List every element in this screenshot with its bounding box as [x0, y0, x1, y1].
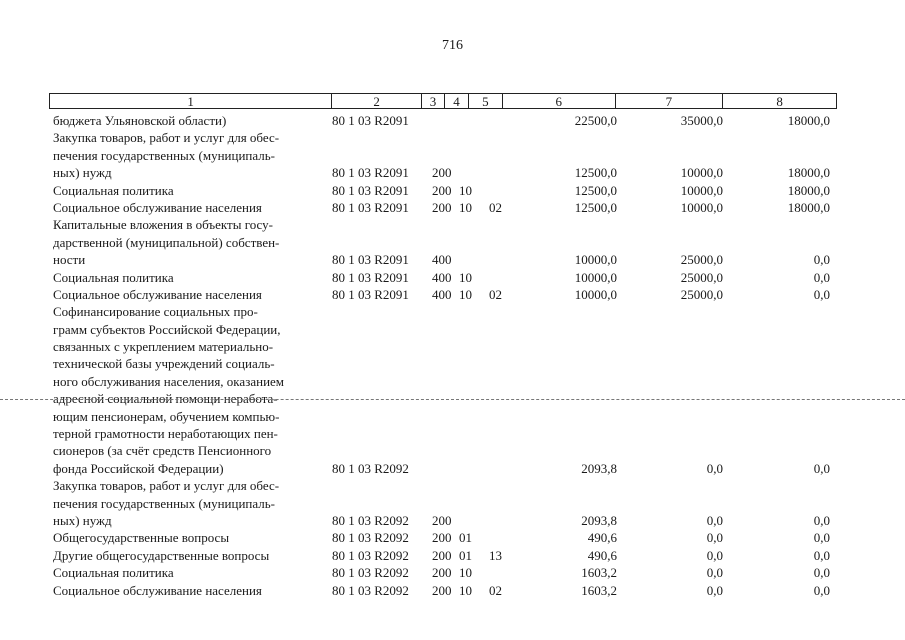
row-value-8: 0,0: [813, 582, 830, 598]
table-row: [53, 321, 838, 338]
column-header-4: 4: [445, 94, 469, 108]
row-value-7: 10000,0: [680, 165, 723, 181]
row-code: 80 1 03 R2092: [332, 530, 409, 546]
row-group: 200: [432, 547, 452, 563]
row-group: 200: [432, 199, 452, 215]
row-name: ного обслуживания населения, оказанием: [53, 373, 285, 389]
row-name: грамм субъектов Российской Федерации,: [53, 321, 281, 337]
table-row: [53, 564, 838, 581]
row-name: Софинансирование социальных про-: [53, 304, 258, 320]
row-name: печения государственных (муниципаль-: [53, 495, 276, 511]
row-code: 80 1 03 R2091: [332, 113, 409, 128]
row-section: 10: [459, 565, 472, 581]
row-value-6: 490,6: [587, 547, 617, 563]
row-code: 80 1 03 R2091: [332, 182, 409, 198]
row-value-7: 35000,0: [680, 113, 723, 128]
row-code: 80 1 03 R2091: [332, 199, 409, 215]
table-row: [53, 129, 838, 146]
row-section: 10: [459, 269, 472, 285]
row-group: 400: [432, 286, 452, 302]
row-name: печения государственных (муниципаль-: [53, 147, 276, 163]
scan-artifact-line: [0, 399, 905, 400]
row-name: ных) нужд: [53, 512, 112, 528]
row-value-7: 25000,0: [680, 269, 723, 285]
row-name: бюджета Ульяновской области): [53, 113, 227, 128]
row-group: 200: [432, 565, 452, 581]
row-value-6: 2093,8: [581, 512, 617, 528]
row-name: связанных с укреплением материально-: [53, 339, 274, 355]
row-code: 80 1 03 R2091: [332, 286, 409, 302]
row-group: 200: [432, 512, 452, 528]
row-name: Общегосударственные вопросы: [53, 530, 230, 546]
row-subsection: 02: [489, 199, 502, 215]
column-header-1: 1: [50, 94, 332, 108]
row-subsection: 13: [489, 547, 502, 563]
row-name: Социальная политика: [53, 269, 174, 285]
column-header-6: 6: [503, 94, 616, 108]
row-value-6: 490,6: [587, 530, 617, 546]
row-section: 10: [459, 582, 472, 598]
table-row: [53, 216, 838, 233]
row-value-7: 0,0: [706, 530, 723, 546]
row-value-7: 0,0: [706, 582, 723, 598]
row-value-8: 0,0: [813, 269, 830, 285]
row-value-6: 1603,2: [581, 565, 617, 581]
row-subsection: 02: [489, 582, 502, 598]
row-section: 10: [459, 182, 472, 198]
row-name: технической базы учреждений социаль-: [53, 356, 275, 372]
row-name: Закупка товаров, работ и услуг для обес-: [53, 478, 280, 494]
row-value-8: 0,0: [813, 547, 830, 563]
row-value-7: 25000,0: [680, 286, 723, 302]
row-code: 80 1 03 R2092: [332, 512, 409, 528]
row-name: Социальная политика: [53, 565, 174, 581]
table-row: [53, 164, 838, 181]
row-name: Капитальные вложения в объекты госу-: [53, 217, 273, 233]
column-header-3: 3: [422, 94, 445, 108]
table-row: [53, 199, 838, 216]
table-row: [53, 355, 838, 372]
row-name: дарственной (муниципальной) собствен-: [53, 234, 280, 250]
row-group: 200: [432, 530, 452, 546]
table-row: [53, 547, 838, 564]
row-value-6: 2093,8: [581, 460, 617, 476]
table-row: [53, 112, 838, 129]
table-row: [53, 251, 838, 268]
row-code: 80 1 03 R2092: [332, 565, 409, 581]
row-code: 80 1 03 R2091: [332, 165, 409, 181]
row-value-8: 0,0: [813, 252, 830, 268]
page-number: 716: [442, 38, 463, 53]
row-name: фонда Российской Федерации): [53, 460, 224, 476]
row-group: 200: [432, 582, 452, 598]
table-row: [53, 269, 838, 286]
row-value-7: 0,0: [706, 460, 723, 476]
table-row: [53, 477, 838, 494]
row-value-6: 10000,0: [574, 269, 617, 285]
table-row: [53, 442, 838, 459]
row-value-6: 12500,0: [574, 199, 617, 215]
row-name: сионеров (за счёт средств Пенсионного: [53, 443, 272, 459]
row-value-7: 10000,0: [680, 182, 723, 198]
row-value-8: 0,0: [813, 512, 830, 528]
column-header-8: 8: [776, 94, 783, 109]
row-name: адресной социальной помощи неработа-: [53, 391, 278, 407]
row-name: терной грамотности неработающих пен-: [53, 426, 278, 442]
row-code: 80 1 03 R2092: [332, 582, 409, 598]
row-value-7: 10000,0: [680, 199, 723, 215]
row-name: ющим пенсионерам, обучением компью-: [53, 408, 280, 424]
row-value-7: 0,0: [706, 565, 723, 581]
row-section: 01: [459, 547, 472, 563]
column-header-2: 2: [332, 94, 422, 108]
row-value-8: 0,0: [813, 530, 830, 546]
row-value-8: 0,0: [813, 460, 830, 476]
row-value-8: 18000,0: [787, 113, 830, 128]
row-name: Социальная политика: [53, 182, 174, 198]
row-code: 80 1 03 R2091: [332, 252, 409, 268]
row-section: 01: [459, 530, 472, 546]
table-row: [53, 234, 838, 251]
row-value-8: 18000,0: [787, 165, 830, 181]
row-name: Социальное обслуживание населения: [53, 582, 262, 598]
table-row: [53, 495, 838, 512]
row-value-8: 18000,0: [787, 199, 830, 215]
row-value-7: 0,0: [706, 512, 723, 528]
table-row: [53, 425, 838, 442]
row-value-8: 0,0: [813, 286, 830, 302]
table-header: [49, 93, 837, 109]
row-code: 80 1 03 R2091: [332, 269, 409, 285]
row-name: Социальное обслуживание населения: [53, 199, 262, 215]
row-group: 400: [432, 252, 452, 268]
row-value-7: 25000,0: [680, 252, 723, 268]
table-row: [53, 338, 838, 355]
row-section: 10: [459, 286, 472, 302]
row-code: 80 1 03 R2092: [332, 460, 409, 476]
table-body: [53, 112, 838, 599]
table-row: [53, 408, 838, 425]
table-row: [53, 182, 838, 199]
row-group: 400: [432, 269, 452, 285]
row-subsection: 02: [489, 286, 502, 302]
table-row: [53, 286, 838, 303]
row-value-6: 22500,0: [574, 113, 617, 128]
row-value-7: 0,0: [706, 547, 723, 563]
row-group: 200: [432, 182, 452, 198]
row-value-6: 10000,0: [574, 252, 617, 268]
row-value-8: 18000,0: [787, 182, 830, 198]
row-name: Другие общегосударственные вопросы: [53, 547, 270, 563]
table-row: [53, 373, 838, 390]
row-value-6: 10000,0: [574, 286, 617, 302]
row-name: Социальное обслуживание населения: [53, 286, 262, 302]
table-row: [53, 147, 838, 164]
table-row: [53, 529, 838, 546]
row-code: 80 1 03 R2092: [332, 547, 409, 563]
row-value-6: 1603,2: [581, 582, 617, 598]
column-header-5: 5: [469, 94, 503, 108]
row-section: 10: [459, 199, 472, 215]
row-group: 200: [432, 165, 452, 181]
row-value-8: 0,0: [813, 565, 830, 581]
column-header-7: 7: [616, 94, 724, 108]
row-value-6: 12500,0: [574, 165, 617, 181]
row-name: ных) нужд: [53, 165, 112, 181]
table-row: [53, 582, 838, 599]
row-name: ности: [53, 252, 86, 268]
table-row: [53, 303, 838, 320]
row-name: Закупка товаров, работ и услуг для обес-: [53, 130, 280, 146]
table-row: [53, 512, 838, 529]
table-row: [53, 460, 838, 477]
row-value-6: 12500,0: [574, 182, 617, 198]
